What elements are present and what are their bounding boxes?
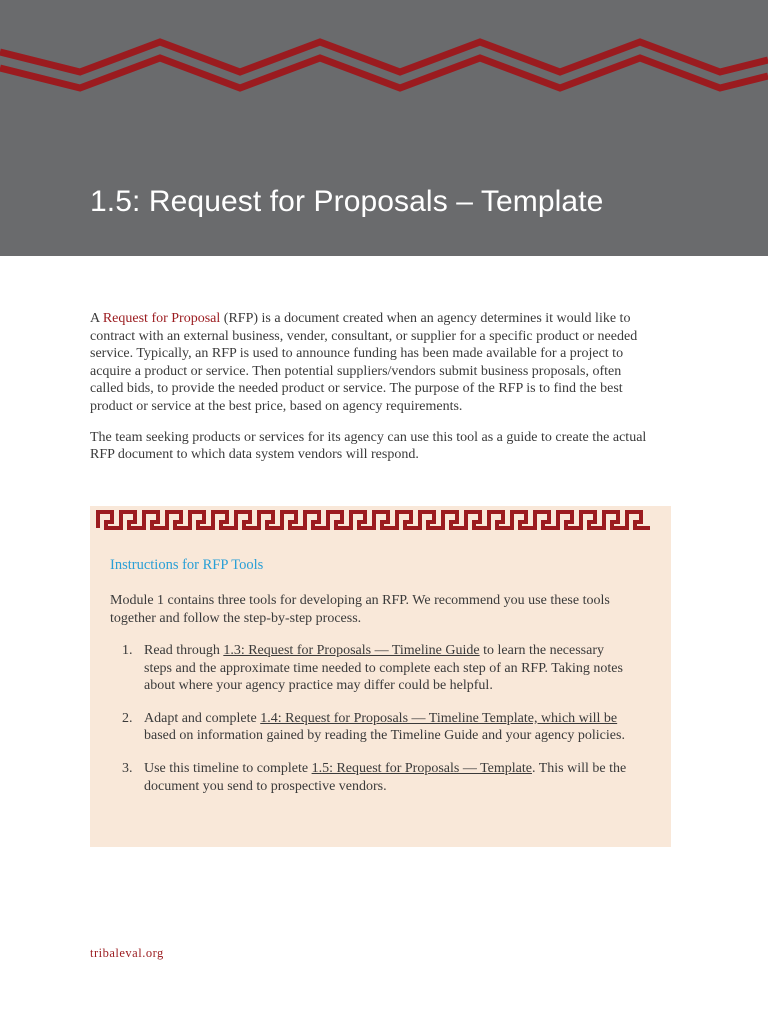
step-item: 1. Read through 1.3: Request for Proposals — Timeline Guide to learn the necessary steps and the approximate time needed to complete each step of an RFP. Taking notes about where your agency practice may differ could be helpful.: [122, 643, 623, 694]
intro-paragraph-2: The team seeking products or services for its agency can use this tool as a guide to create the actual RFP document to which data system vendors will respond.: [90, 429, 647, 463]
rfp-term: Request for Proposal: [102, 311, 221, 326]
header-banner: [0, 0, 768, 256]
zigzag-decoration: [0, 30, 768, 100]
rfp-template-link[interactable]: 1.5: Request for Proposals — Template: [311, 760, 532, 776]
page-title: 1.5: Request for Proposals – Template: [90, 185, 604, 218]
intro-paragraph-1: A Request for Proposal (RFP) is a document created when an agency determines it would like to contract with an external business, vender, consultant, or supplier for a specific product or needed service. Typically, an RFP is used to announce funding has been made available for a project to acquire a product or service. Then potential suppliers/vendors submit business proposals, often called bids, to provide the needed product or service. The purpose of the RFP is to find the best product or service at the best price, based on agency requirements.: [90, 311, 638, 414]
instructions-heading: Instructions for RFP Tools: [110, 557, 264, 573]
instructions-intro: Module 1 contains three tools for developing an RFP. We recommend you use these tools together and follow the step-by-step process.: [110, 593, 610, 626]
steps-list: [110, 642, 630, 810]
timeline-template-link[interactable]: 1.4: Request for Proposals — Timeline Template, which will be: [260, 710, 618, 726]
greek-key-border: [90, 506, 671, 536]
footer-url[interactable]: tribaleval.org: [90, 946, 164, 960]
step-item: 2. Adapt and complete 1.4: Request for Proposals — Timeline Template, which will be based on information gained by reading the Timeline Guide and your agency policies.: [122, 710, 625, 744]
timeline-guide-link[interactable]: 1.3: Request for Proposals — Timeline Guide: [223, 643, 480, 658]
intro-section: [90, 310, 650, 477]
instructions-box: [90, 506, 671, 847]
step-item: 3. Use this timeline to complete 1.5: Request for Proposals — Template. This will be the document you send to prospective vendors.: [122, 760, 627, 794]
